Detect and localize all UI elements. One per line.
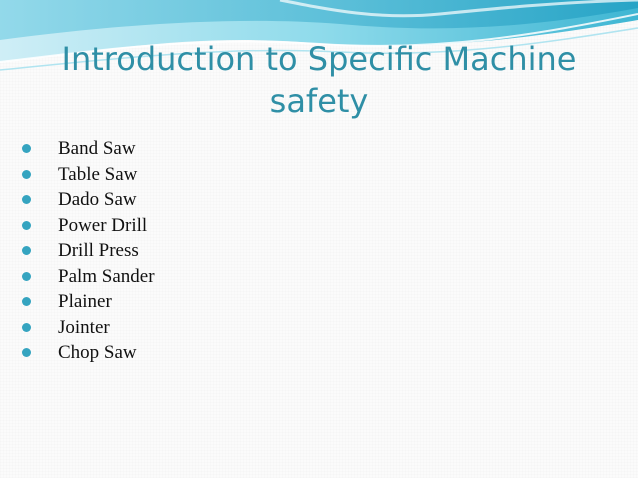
list-item-label: Table Saw [58,163,138,185]
bullet-icon [22,323,31,332]
bullet-icon [22,170,31,179]
list-item [22,238,155,264]
bullet-list [22,136,155,366]
list-item-label: Plainer [58,291,112,312]
list-item-label: Jointer [58,316,110,338]
bullet-icon [22,272,31,281]
bullet-icon [22,297,31,306]
list-item [22,187,155,213]
list-item [22,213,155,239]
slide-title: Introduction to Specific Machine safety [61,40,577,120]
list-item [22,340,155,366]
bullet-icon [22,144,31,153]
list-item-label: Palm Sander [58,265,155,287]
list-item-label: Drill Press [58,240,139,261]
list-item-label: Band Saw [58,138,136,159]
list-item [22,264,155,290]
list-item-label: Dado Saw [58,189,137,210]
bullet-icon [22,246,31,255]
bullet-icon [22,221,31,230]
list-item [22,289,155,315]
list-item [22,315,155,341]
bullet-icon [22,348,31,357]
list-item [22,162,155,188]
list-item-label: Power Drill [58,214,148,236]
list-item [22,136,155,162]
bullet-icon [22,195,31,204]
list-item-label: Chop Saw [58,342,137,363]
